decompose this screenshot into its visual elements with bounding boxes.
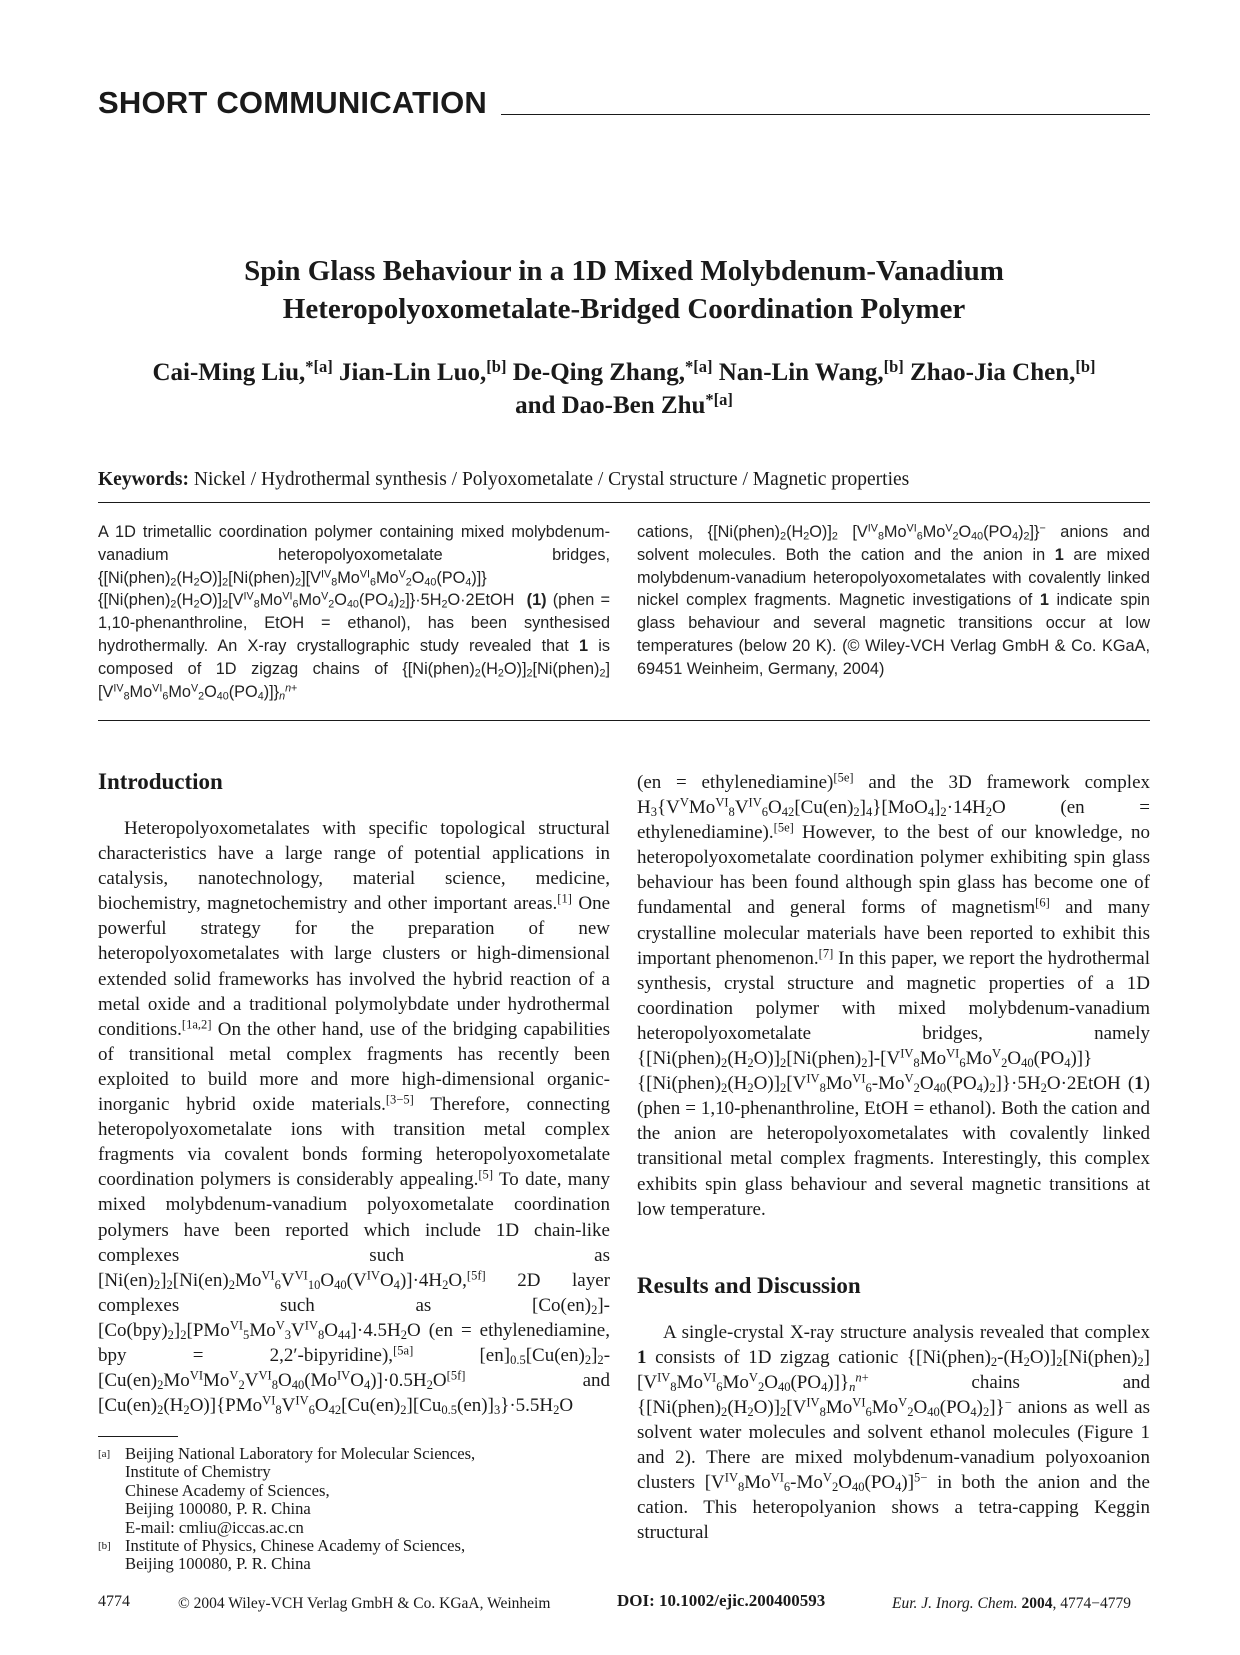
author-affiliation: *[a] xyxy=(705,389,733,409)
keywords-label: Keywords: xyxy=(98,469,189,490)
author-name: Jian-Lin Luo, xyxy=(339,359,487,386)
citation: [1a,2] xyxy=(181,1017,212,1032)
footnote-line: Chinese Academy of Sciences, xyxy=(125,1480,330,1500)
body-text: However, to the best of our knowledge, no heteropolyoxometalate coordination polymer exhibiting spin glass behaviour has been found although spin glass has become one of fundamental and general forms of magnetism xyxy=(637,822,1150,919)
keywords xyxy=(98,468,1150,492)
citation: [3−5] xyxy=(385,1092,414,1107)
abstract-text: A 1D trimetallic coordination polymer containing mixed molybdenum-vanadium heteropolyoxometalate bridges, {[Ni(phen) xyxy=(98,523,610,587)
footnote-rule xyxy=(98,1436,178,1437)
body-text: anions as well as solvent water molecules and solvent ethanol molecules (Figure 1 and 2). There are mixed molybdenum-vanadium polyoxoanion clusters xyxy=(637,1396,1150,1494)
keywords-rule xyxy=(98,502,1150,503)
body-text: One powerful strategy for the preparation of new heteropolyoxometalates with large clusters or high-dimensional extended solid frameworks has involved the hybrid reaction of a metal oxide and a traditional polymolybdate under hydrothermal conditions. xyxy=(98,893,610,1040)
compound-label: 1 xyxy=(637,1346,647,1368)
abstract-text: is composed of 1D zigzag chains of xyxy=(98,636,611,678)
citation: [5f] xyxy=(446,1368,466,1383)
citation: [1] xyxy=(557,892,572,907)
footer-doi[interactable]: DOI: 10.1002/ejic.200400593 xyxy=(617,1591,826,1610)
author-name: De-Qing Zhang, xyxy=(512,359,685,386)
journal-pages: , 4774−4779 xyxy=(1052,1595,1131,1612)
author-affiliation: *[a] xyxy=(684,356,713,376)
compound-label: 1 xyxy=(1054,545,1064,564)
body-text: Therefore, connecting heteropolyoxometalate ions with transition metal complex fragments via covalent bonds forming heteropolyoxometalate coordination polymers is considerably appealing. xyxy=(98,1094,610,1191)
footnote-b xyxy=(98,1537,618,1574)
abstract-column-1: A 1D trimetallic coordination polymer containing mixed molybdenum-vanadium heteropolyoxometalate bridges, $\{[Ni(phen)_2(H_2O)]_2[Ni(phen)_2][V^{IV}_8Mo^{VI}_6Mo^V_2O_{40}(PO_4)]\}\{[Ni(phen)_2(H_2O)]_2[V^{IV}_8Mo^{VI}_6Mo^V_2O_{40}(PO_4)_2]\}\cdot 5H_2O\cdot 2EtOH$ (1) (phen = 1,10-phenanthroline, EtOH = ethanol), has been synthesised hydrothermally. An X-ray crystallographic study revealed that 1 is composed of 1D zigzag chains of $\{[Ni(phen)_2(H_2O)]_2[Ni(phen)_2][V^{IV}_8Mo^{VI}_6Mo^V_2O_{40}(PO_4)]\}_n^{n+}$ xyxy=(98,523,611,703)
abstract-text: anions and solvent molecules. Both the cation and the anion in xyxy=(637,523,1150,564)
abstract-copyright: (© Wiley-VCH Verlag GmbH & Co. KGaA, 69451 Weinheim, Germany, 2004) xyxy=(637,636,1151,678)
author-name: Nan-Lin Wang, xyxy=(718,359,884,386)
body-text: in both the anion and the cation. This heteropolyanion shows a tetra-capping Keggin structural xyxy=(637,1472,1150,1544)
footnote-line: Beijing 100080, P. R. China xyxy=(125,1554,311,1574)
body-text: On the other hand, use of the bridging capabilities of transitional metal complex fragments has recently been exploited to build more and more high-dimensional organic-inorganic hybrid oxide materials. xyxy=(98,1018,610,1116)
section-header xyxy=(98,78,1150,118)
body-text: 2D layer complexes such as xyxy=(98,1269,610,1316)
compound-label: 1 xyxy=(1039,591,1049,610)
footer-citation xyxy=(892,1595,1131,1613)
body-text: (phen = 1,10-phenanthroline, EtOH = ethanol). Both the cation and the anion are heteropolyoxometalates with covalently linked transitional metal complex fragments. Interestingly, this complex exhibits spin glass behaviour and several magnetic transitions at low temperature. xyxy=(637,1098,1150,1220)
introduction-paragraph-continued: (en = ethylenediamine)[5e] and the 3D framework complex $H_3\{V^VMo^{VI}_8V^{IV}_6O_{42}[Cu(en)_2]_4\}[MoO_4]_2\cdot 14H_2O$ (en = ethylenediamine).[5e] However, to the best of our knowledge, no heteropolyoxometalate coordination polymer exhibiting spin glass behaviour has been found although spin glass has become one of fundamental and general forms of magnetism[6] and many crystalline molecular materials have been reported to exhibit this important phenomenon.[7] In this paper, we report the hydrothermal synthesis, crystal structure and magnetic properties of a 1D coordination polymer with mixed molybdenum-vanadium heteropolyoxometalate bridges, namely $\{[Ni(phen)_2(H_2O)]_2[Ni(phen)_2]-[V^{IV}_8Mo^{VI}_6Mo^V_2O_{40}(PO_4)]\}\{[Ni(phen)_2(H_2O)]_2[V^{IV}_8Mo^{VI}_6-Mo^V_2O_{40}(PO_4)_2]\}\cdot 5H_2O\cdot 2EtOH$ (1) (phen = 1,10-phenanthroline, EtOH = ethanol). Both the cation and the anion are heteropolyoxometalates with covalently linked transitional metal complex fragments. Interestingly, this complex exhibits spin glass behaviour and several magnetic transitions at low temperature. xyxy=(637,770,1151,1220)
footnote-line: Institute of Physics, Chinese Academy of Sciences, xyxy=(125,1536,466,1556)
body-text: and many crystalline molecular materials have been reported to exhibit this important phenomenon. xyxy=(637,897,1150,969)
abstract-text: cations, xyxy=(637,523,694,541)
body-text: chains and xyxy=(971,1371,1150,1393)
compound-label: 1 xyxy=(1134,1073,1144,1095)
footnotes xyxy=(98,1445,618,1574)
page-number: 4774 xyxy=(98,1593,130,1610)
keywords-text: Nickel / Hydrothermal synthesis / Polyoxometalate / Crystal structure / Magnetic properties xyxy=(193,469,910,490)
author-name: and Dao-Ben Zhu xyxy=(515,392,706,419)
body-text: A single-crystal X-ray structure analysis revealed that complex xyxy=(663,1321,1150,1343)
footer-copyright: © 2004 Wiley-VCH Verlag GmbH & Co. KGaA, Weinheim xyxy=(178,1595,551,1612)
citation: [5e] xyxy=(833,770,854,785)
author-name: Zhao-Jia Chen, xyxy=(910,359,1076,386)
section-label: SHORT COMMUNICATION xyxy=(98,85,487,120)
citation: [5f] xyxy=(466,1268,486,1283)
body-text: and the 3D framework complex xyxy=(868,772,1151,793)
author-name: Cai-Ming Liu, xyxy=(152,359,306,386)
body-text: To date, many mixed molybdenum-vanadium polyoxometalate coordination polymers have been reported which include 1D chain-like complexes such as xyxy=(98,1169,610,1266)
citation: [5a] xyxy=(393,1343,414,1358)
abstract-text: are mixed molybdenum-vanadium heteropolyoxometalates with covalently linked nickel complex fragments. Magnetic investigations of xyxy=(637,545,1150,610)
citation: [6] xyxy=(1035,896,1050,911)
title-line: Heteropolyoxometalate-Bridged Coordination Polymer xyxy=(282,293,966,325)
author-affiliation: *[a] xyxy=(305,356,333,376)
citation: [5e] xyxy=(773,820,794,835)
abstract-text: indicate spin glass behaviour and several magnetic transitions occur at low temperatures (below 20 K). xyxy=(637,591,1150,655)
journal-name: Eur. J. Inorg. Chem. xyxy=(892,1595,1018,1612)
body-column-2 xyxy=(637,770,1150,1546)
paper-title xyxy=(98,252,1150,328)
footnote-mark: [a] xyxy=(98,1448,111,1460)
author-affiliation: [b] xyxy=(1075,356,1096,376)
author-affiliation: [b] xyxy=(486,356,507,376)
footnote-email[interactable]: E-mail: cmliu@iccas.ac.cn xyxy=(125,1517,304,1537)
footnote-line: Institute of Chemistry xyxy=(125,1462,271,1482)
abstract-text: (phen = 1,10-phenanthroline, EtOH = ethanol), has been synthesised hydrothermally. An X-ray crystallographic study revealed that xyxy=(98,591,610,655)
footnote-mark: [b] xyxy=(98,1540,111,1553)
body-text: consists of 1D zigzag cationic xyxy=(655,1346,899,1368)
journal-year: 2004 xyxy=(1021,1595,1053,1612)
abstract-column-2: cations, {$[Ni(phen)_2(H_2O)]_2$ $[V^{IV}_8Mo^{VI}_6Mo^V_2O_{40}(PO_4)_2]\}^-$ anions and solvent molecules. Both the cation and the anion in 1 are mixed molybdenum-vanadium heteropolyoxometalates with covalently linked nickel complex fragments. Magnetic investigations of 1 indicate spin glass behaviour and several magnetic transitions occur at low temperatures (below 20 K). (© Wiley-VCH Verlag GmbH & Co. KGaA, 69451 Weinheim, Germany, 2004) xyxy=(637,522,1151,678)
author-affiliation: [b] xyxy=(883,356,904,376)
body-text: (en = ethylenediamine). xyxy=(637,797,1150,844)
section-heading-introduction: Introduction xyxy=(98,769,223,794)
compound-label: (1) xyxy=(526,591,547,610)
footnote-line: Beijing 100080, P. R. China xyxy=(125,1499,311,1519)
section-heading-results: Results and Discussion xyxy=(637,1272,861,1298)
compound-label: 1 xyxy=(578,636,589,655)
body-text: (en = ethylenediamine, bpy = 2,2′-bipyridine), xyxy=(98,1319,610,1366)
body-text: In this paper, we report the hydrothermal synthesis, crystal structure and magnetic properties of a 1D coordination polymer with mixed molybdenum-vanadium heteropolyoxometalate bridges, namely xyxy=(637,947,1150,1044)
body-column-1 xyxy=(98,768,610,1418)
author-list xyxy=(98,356,1150,422)
title-line: Spin Glass Behaviour in a 1D Mixed Molybdenum-Vanadium xyxy=(244,255,1004,287)
body-text: and xyxy=(582,1370,610,1392)
body-text: (en = ethylenediamine) xyxy=(637,772,834,793)
abstract-rule xyxy=(98,720,1150,721)
citation: [5] xyxy=(478,1168,493,1183)
citation: [7] xyxy=(818,946,834,961)
results-paragraph: A single-crystal X-ray structure analysis revealed that complex 1 consists of 1D zigzag cationic $\{[Ni(phen)_2-(H_2O)]_2[Ni(phen)_2][V^{IV}_8Mo^{VI}_6Mo^V_2O_{40}(PO_4)]\}_n^{n+}$ chains and $\{[Ni(phen)_2(H_2O)]_2[V^{IV}_8Mo^{VI}_6Mo^V_2O_{40}(PO_4)_2]\}^-$ anions as well as solvent water molecules and solvent ethanol molecules (Figure 1 and 2). There are mixed molybdenum-vanadium polyoxoanion clusters $[V^{IV}_8Mo^{VI}_6-Mo^V_2O_{40}(PO_4)]^{5-}$ in both the anion and the cation. This heteropolyanion shows a tetra-capping Keggin structural xyxy=(637,1321,1150,1544)
header-rule xyxy=(501,114,1150,115)
body-text: Heteropolyoxometalates with specific topological structural characteristics have a large range of potential applications in catalysis, nanotechnology, material science, medicine, biochemistry, magnetochemistry and other important areas. xyxy=(98,818,610,915)
footnote-line: Beijing National Laboratory for Molecular Sciences, xyxy=(125,1444,476,1463)
footnote-a xyxy=(98,1445,618,1537)
introduction-paragraph: Heteropolyoxometalates with specific topological structural characteristics have a large range of potential applications in catalysis, nanotechnology, material science, medicine, biochemistry, magnetochemistry and other important areas.[1] One powerful strategy for the preparation of new heteropolyoxometalates with large clusters or high-dimensional extended solid frameworks has involved the hybrid reaction of a metal oxide and a traditional polymolybdate under hydrothermal conditions.[1a,2] On the other hand, use of the bridging capabilities of transitional metal complex fragments has recently been exploited to build more and more high-dimensional organic-inorganic hybrid oxide materials.[3−5] Therefore, connecting heteropolyoxometalate ions with transition metal complex fragments via covalent bonds forming heteropolyoxometalate coordination polymers is considerably appealing.[5] To date, many mixed molybdenum-vanadium polyoxometalate coordination polymers have been reported which include 1D chain-like complexes such as $[Ni(en)_2]_2[Ni(en)_2Mo^{VI}_6V^{VI}_{10}O_{40}(V^{IV}O_4)]\cdot 4H_2O,[5f]$ 2D layer complexes such as $[Co(en)_2]-[Co(bpy)_2]_2[PMo^{VI}_5Mo^V_3V^{IV}_8O_{44}]\cdot 4.5H_2O$ (en = ethylenediamine, bpy = 2,2′-bipyridine),[5a] $[en]_{0.5}[Cu(en)_2]_2-[Cu(en)_2Mo^{VI}Mo^V_2V^{VI}_8O_{40}(Mo^{IV}O_4)]\cdot 0.5H_2O[5f]$ and $[Cu(en)_2(H_2O)]\{PMo^{VI}_8V^{IV}_6O_{42}[Cu(en)_2][Cu_{0.5}(en)]_3\}\cdot 5.5H_2O$ xyxy=(98,818,611,1418)
